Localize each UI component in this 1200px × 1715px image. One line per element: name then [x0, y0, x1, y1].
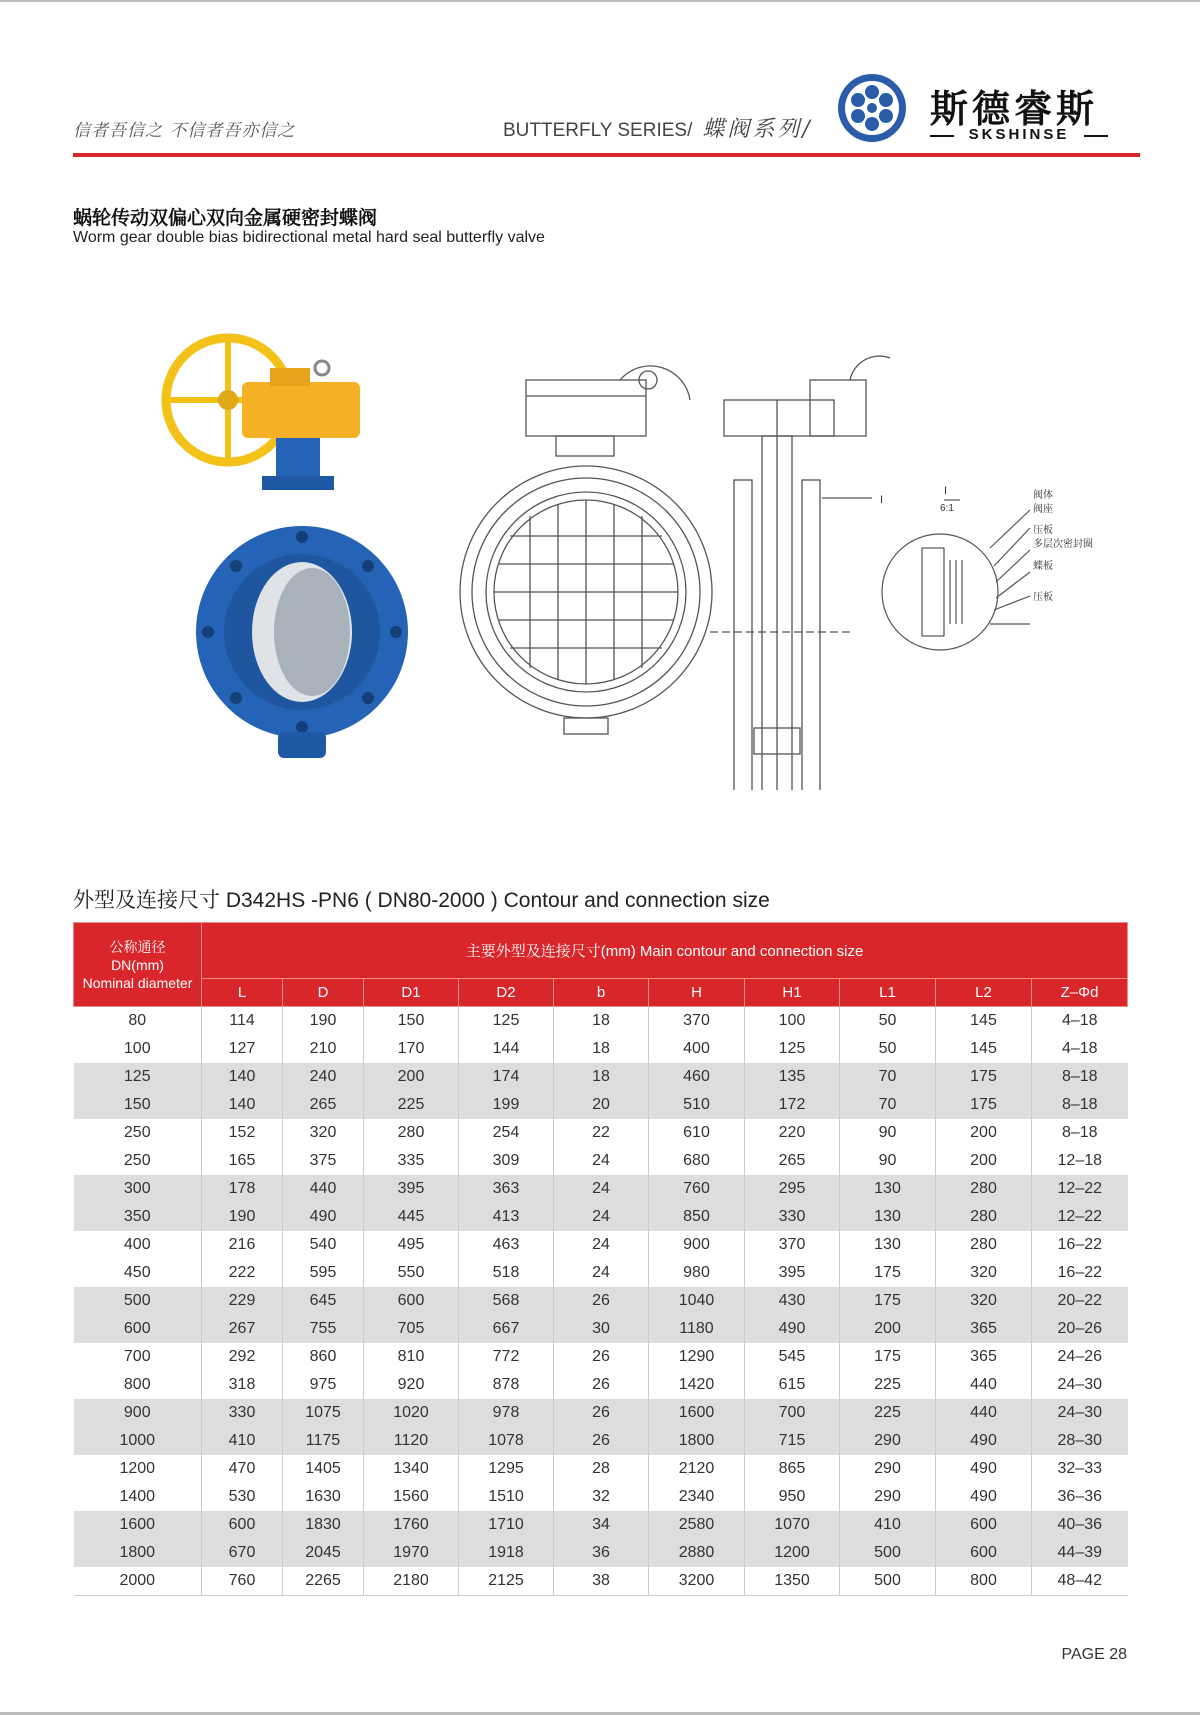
table-cell: 12–18	[1057, 1152, 1103, 1169]
table-cell: 30	[554, 1315, 649, 1343]
table-cell: 600	[936, 1539, 1032, 1567]
table-cell: 900	[649, 1231, 745, 1259]
table-cell: 50	[840, 1007, 936, 1036]
brand-logo-icon	[836, 72, 908, 144]
table-cell: 24	[554, 1175, 649, 1203]
table-cell: 28–30	[1032, 1427, 1128, 1455]
product-title-en: Worm gear double bias bidirectional metal hard seal butterfly valve	[73, 229, 545, 246]
table-cell: 595	[283, 1259, 364, 1287]
table-cell: 2880	[649, 1539, 745, 1567]
table-cell: 36	[554, 1539, 649, 1567]
table-cell: 975	[283, 1371, 364, 1399]
table-row	[74, 1091, 1128, 1119]
table-cell: 12–22	[1032, 1203, 1128, 1231]
table-cell: 645	[283, 1287, 364, 1315]
table-cell: 1295	[459, 1455, 554, 1483]
dn-cell: 250	[74, 1147, 202, 1175]
table-cell: 1120	[364, 1427, 459, 1455]
column-header: D2	[459, 979, 554, 1007]
table-cell: 127	[202, 1035, 283, 1063]
table-cell: 3200	[649, 1567, 745, 1596]
table-cell: 125	[745, 1035, 840, 1063]
table-row	[74, 1063, 1128, 1091]
table-cell: 240	[283, 1063, 364, 1091]
table-cell: 510	[649, 1091, 745, 1119]
table-cell: 1340	[364, 1455, 459, 1483]
valve-section-drawing	[710, 356, 890, 790]
dn-cell: 800	[74, 1371, 202, 1399]
table-cell: 265	[745, 1147, 840, 1175]
table-cell: 26	[554, 1371, 649, 1399]
table-cell: 24	[554, 1147, 649, 1175]
table-row	[74, 1287, 1128, 1315]
table-cell: 36–36	[1057, 1488, 1103, 1505]
table-cell: 495	[364, 1231, 459, 1259]
dn-cell: 150	[74, 1091, 202, 1119]
table-cell: 1970	[364, 1539, 459, 1567]
top-border	[0, 0, 1200, 2]
table-cell: 2045	[283, 1539, 364, 1567]
table-row	[74, 1511, 1128, 1539]
table-cell: 1800	[649, 1427, 745, 1455]
table-cell: 1420	[649, 1371, 745, 1399]
table-cell: 1040	[649, 1287, 745, 1315]
dn-header-unit: DN(mm)	[111, 956, 164, 973]
table-cell: 175	[936, 1091, 1032, 1119]
table-cell: 878	[459, 1371, 554, 1399]
table-cell: 90	[840, 1147, 936, 1175]
table-cell: 90	[840, 1119, 936, 1147]
table-cell: 460	[649, 1063, 745, 1091]
table-cell: 2580	[649, 1511, 745, 1539]
table-cell: 50	[840, 1035, 936, 1063]
table-cell: 165	[202, 1147, 283, 1175]
table-cell: 70	[840, 1091, 936, 1119]
dn-cell: 350	[74, 1203, 202, 1231]
dn-cell: 700	[74, 1343, 202, 1371]
table-cell: 1630	[283, 1483, 364, 1511]
callout-disc: 蝶板	[1033, 561, 1053, 572]
table-cell: 370	[649, 1007, 745, 1036]
table-cell: 365	[936, 1315, 1032, 1343]
table-cell: 16–22	[1057, 1236, 1103, 1253]
dn-cell: 450	[74, 1259, 202, 1287]
table-cell: 410	[840, 1511, 936, 1539]
column-header: L	[202, 979, 283, 1007]
table-cell: 490	[936, 1427, 1032, 1455]
table-cell: 309	[459, 1147, 554, 1175]
callout-seat: 阀座	[1033, 504, 1053, 515]
table-cell: 600	[202, 1511, 283, 1539]
table-cell: 24	[554, 1231, 649, 1259]
table-cell: 950	[745, 1483, 840, 1511]
table-cell: 810	[364, 1343, 459, 1371]
dn-cell: 400	[74, 1231, 202, 1259]
table-cell: 135	[745, 1063, 840, 1091]
table-cell: 150	[364, 1007, 459, 1036]
table-cell: 2125	[459, 1567, 554, 1596]
table-cell: 190	[283, 1007, 364, 1036]
table-cell: 610	[649, 1119, 745, 1147]
table-cell: 445	[364, 1203, 459, 1231]
slogan: 信者吾信之 不信者吾亦信之	[73, 121, 296, 141]
table-cell: 130	[840, 1203, 936, 1231]
table-cell: 34	[554, 1511, 649, 1539]
table-cell: 18	[554, 1035, 649, 1063]
table-cell: 978	[459, 1399, 554, 1427]
table-cell: 500	[840, 1539, 936, 1567]
table-cell: 190	[202, 1203, 283, 1231]
series-label	[503, 112, 813, 143]
table-cell: 22	[554, 1119, 649, 1147]
column-header: D1	[364, 979, 459, 1007]
table-row	[74, 1483, 1128, 1511]
table-cell: 114	[202, 1007, 283, 1036]
table-row	[74, 1567, 1128, 1596]
table-cell: 1290	[649, 1343, 745, 1371]
dimension-table	[73, 922, 1128, 1596]
product-title-cn: 蜗轮传动双偏心双向金属硬密封蝶阀	[73, 208, 378, 229]
table-row	[74, 1539, 1128, 1567]
table-cell: 70	[840, 1063, 936, 1091]
table-cell: 172	[745, 1091, 840, 1119]
table-row	[74, 1175, 1128, 1203]
table-row	[74, 1203, 1128, 1231]
table-cell: 254	[459, 1119, 554, 1147]
table-cell: 320	[283, 1119, 364, 1147]
table-cell: 130	[840, 1175, 936, 1203]
brand-name-en: SKSHINSE	[930, 126, 1108, 143]
table-cell: 440	[936, 1399, 1032, 1427]
dn-cell: 500	[74, 1287, 202, 1315]
callout-body: 阀体	[1033, 490, 1053, 501]
dn-cell: 2000	[74, 1567, 202, 1596]
table-cell: 125	[459, 1007, 554, 1036]
table-cell: 140	[202, 1091, 283, 1119]
table-cell: 200	[840, 1315, 936, 1343]
table-cell: 320	[936, 1259, 1032, 1287]
dn-cell: 900	[74, 1399, 202, 1427]
table-cell: 760	[649, 1175, 745, 1203]
table-cell: 1200	[745, 1539, 840, 1567]
table-cell: 26	[554, 1399, 649, 1427]
table-cell: 2265	[283, 1567, 364, 1596]
table-cell: 178	[202, 1175, 283, 1203]
dn-cell: 600	[74, 1315, 202, 1343]
dn-cell: 1000	[74, 1427, 202, 1455]
column-header: H1	[745, 979, 840, 1007]
table-cell: 395	[745, 1259, 840, 1287]
main-header: 主要外型及连接尺寸(mm) Main contour and connection size	[202, 923, 1128, 979]
dn-header-en: Nominal diameter	[82, 974, 193, 991]
table-cell: 1918	[459, 1539, 554, 1567]
table-cell: 225	[840, 1371, 936, 1399]
table-cell: 550	[364, 1259, 459, 1287]
table-cell: 200	[936, 1119, 1032, 1147]
table-cell: 44–39	[1032, 1539, 1128, 1567]
table-row	[74, 1007, 1128, 1036]
table-cell: 2120	[649, 1455, 745, 1483]
table-cell: 174	[459, 1063, 554, 1091]
table-cell: 330	[745, 1203, 840, 1231]
dn-header-cn: 公称通径	[109, 938, 166, 955]
table-cell: 490	[936, 1455, 1032, 1483]
table-row	[74, 1455, 1128, 1483]
table-cell: 210	[283, 1035, 364, 1063]
table-cell: 24–30	[1057, 1376, 1103, 1393]
table-row	[74, 1259, 1128, 1287]
table-row	[74, 1147, 1128, 1175]
table-cell: 680	[649, 1147, 745, 1175]
table-cell: 600	[364, 1287, 459, 1315]
brand-name-cn: 斯德睿斯	[930, 87, 1099, 131]
table-cell: 175	[936, 1063, 1032, 1091]
table-cell: 518	[459, 1259, 554, 1287]
table-cell: 175	[840, 1259, 936, 1287]
table-caption: 外型及连接尺寸 D342HS -PN6 ( DN80-2000 ) Contour and connection size	[73, 889, 770, 912]
table-cell: 32	[554, 1483, 649, 1511]
table-cell: 1075	[283, 1399, 364, 1427]
dn-cell: 1600	[74, 1511, 202, 1539]
table-row	[74, 1315, 1128, 1343]
table-cell: 800	[936, 1567, 1032, 1596]
table-cell: 1560	[364, 1483, 459, 1511]
table-cell: 290	[840, 1427, 936, 1455]
table-cell: 440	[283, 1175, 364, 1203]
table-cell: 40–36	[1032, 1511, 1128, 1539]
table-cell: 670	[202, 1539, 283, 1567]
table-cell: 225	[840, 1399, 936, 1427]
table-cell: 16–22	[1057, 1264, 1103, 1281]
detail-scale: 6:1	[940, 503, 954, 514]
table-cell: 290	[840, 1455, 936, 1483]
dn-header	[74, 923, 202, 1007]
table-cell: 1180	[649, 1315, 745, 1343]
table-row	[74, 1343, 1128, 1371]
dn-cell: 1800	[74, 1539, 202, 1567]
table-cell: 24	[554, 1203, 649, 1231]
table-cell: 175	[840, 1287, 936, 1315]
seal-detail-drawing	[882, 500, 1030, 650]
table-cell: 8–18	[1032, 1063, 1128, 1091]
table-cell: 400	[649, 1035, 745, 1063]
table-cell: 413	[459, 1203, 554, 1231]
table-cell: 1760	[364, 1511, 459, 1539]
table-cell: 850	[649, 1203, 745, 1231]
table-cell: 8–18	[1032, 1091, 1128, 1119]
table-cell: 292	[202, 1343, 283, 1371]
table-cell: 318	[202, 1371, 283, 1399]
table-row	[74, 1035, 1128, 1063]
column-header: Z–Φd	[1032, 979, 1128, 1007]
dn-cell: 1200	[74, 1455, 202, 1483]
table-cell: 222	[202, 1259, 283, 1287]
table-cell: 32–33	[1057, 1460, 1103, 1477]
table-cell: 290	[840, 1483, 936, 1511]
table-cell: 140	[202, 1063, 283, 1091]
table-cell: 600	[936, 1511, 1032, 1539]
table-cell: 1020	[364, 1399, 459, 1427]
table-cell: 225	[364, 1091, 459, 1119]
table-cell: 130	[840, 1231, 936, 1259]
table-cell: 363	[459, 1175, 554, 1203]
table-cell: 335	[364, 1147, 459, 1175]
column-header: L2	[936, 979, 1032, 1007]
table-cell: 26	[554, 1287, 649, 1315]
table-cell: 755	[283, 1315, 364, 1343]
table-cell: 2340	[649, 1483, 745, 1511]
table-cell: 772	[459, 1343, 554, 1371]
detail-title: I	[944, 485, 948, 497]
table-cell: 24–26	[1057, 1348, 1103, 1365]
table-cell: 540	[283, 1231, 364, 1259]
dn-cell: 125	[74, 1063, 202, 1091]
table-cell: 365	[936, 1343, 1032, 1371]
table-cell: 568	[459, 1287, 554, 1315]
table-cell: 1078	[459, 1427, 554, 1455]
table-cell: 18	[554, 1063, 649, 1091]
table-cell: 1830	[283, 1511, 364, 1539]
table-cell: 490	[283, 1203, 364, 1231]
column-header: D	[283, 979, 364, 1007]
table-cell: 715	[745, 1427, 840, 1455]
table-cell: 370	[745, 1231, 840, 1259]
table-cell: 18	[554, 1007, 649, 1036]
table-cell: 980	[649, 1259, 745, 1287]
table-cell: 295	[745, 1175, 840, 1203]
table-cell: 1350	[745, 1567, 840, 1596]
dn-cell: 1400	[74, 1483, 202, 1511]
detail-marker: I	[880, 494, 884, 506]
column-header: H	[649, 979, 745, 1007]
table-cell: 280	[936, 1231, 1032, 1259]
table-row	[74, 1371, 1128, 1399]
table-cell: 470	[202, 1455, 283, 1483]
table-cell: 920	[364, 1371, 459, 1399]
table-cell: 26	[554, 1427, 649, 1455]
table-cell: 267	[202, 1315, 283, 1343]
header-divider	[73, 153, 1140, 157]
table-cell: 330	[202, 1399, 283, 1427]
table-cell: 48–42	[1032, 1567, 1128, 1596]
table-cell: 280	[936, 1175, 1032, 1203]
table-cell: 265	[283, 1091, 364, 1119]
callout-seal-ring: 多层次密封圈	[1033, 539, 1093, 550]
table-cell: 860	[283, 1343, 364, 1371]
table-cell: 2180	[364, 1567, 459, 1596]
table-cell: 20–22	[1032, 1287, 1128, 1315]
table-cell: 200	[936, 1147, 1032, 1175]
table-cell: 320	[936, 1287, 1032, 1315]
column-header: L1	[840, 979, 936, 1007]
callout-plate: 压板	[1033, 525, 1053, 536]
table-cell: 1175	[283, 1427, 364, 1455]
table-cell: 1405	[283, 1455, 364, 1483]
table-cell: 12–22	[1032, 1175, 1128, 1203]
dn-cell: 80	[74, 1007, 202, 1036]
table-row	[74, 1119, 1128, 1147]
table-cell: 1710	[459, 1511, 554, 1539]
table-cell: 4–18	[1061, 1040, 1098, 1057]
dn-cell: 250	[74, 1119, 202, 1147]
callout-plate-2: 压板	[1033, 592, 1053, 603]
table-cell: 490	[936, 1483, 1032, 1511]
table-cell: 216	[202, 1231, 283, 1259]
table-cell: 760	[202, 1567, 283, 1596]
table-cell: 375	[283, 1147, 364, 1175]
table-cell: 280	[936, 1203, 1032, 1231]
table-cell: 463	[459, 1231, 554, 1259]
table-cell: 395	[364, 1175, 459, 1203]
valve-photo	[166, 338, 408, 758]
table-cell: 20–26	[1032, 1315, 1128, 1343]
dn-cell: 100	[74, 1035, 202, 1063]
table-cell: 500	[840, 1567, 936, 1596]
table-cell: 145	[936, 1035, 1032, 1063]
table-cell: 220	[745, 1119, 840, 1147]
table-cell: 615	[745, 1371, 840, 1399]
table-cell: 199	[459, 1091, 554, 1119]
table-cell: 430	[745, 1287, 840, 1315]
table-cell: 38	[554, 1567, 649, 1596]
table-cell: 545	[745, 1343, 840, 1371]
table-cell: 8–18	[1061, 1124, 1098, 1141]
product-figures	[150, 320, 1130, 790]
table-cell: 490	[745, 1315, 840, 1343]
table-cell: 440	[936, 1371, 1032, 1399]
table-cell: 175	[840, 1343, 936, 1371]
table-cell: 145	[936, 1007, 1032, 1036]
table-cell: 700	[745, 1399, 840, 1427]
table-cell: 28	[554, 1455, 649, 1483]
column-header: b	[554, 979, 649, 1007]
table-cell: 280	[364, 1119, 459, 1147]
table-cell: 229	[202, 1287, 283, 1315]
valve-front-drawing	[460, 366, 712, 734]
table-row	[74, 1231, 1128, 1259]
table-cell: 170	[364, 1035, 459, 1063]
table-cell: 865	[745, 1455, 840, 1483]
table-row	[74, 1427, 1128, 1455]
page-number: PAGE 28	[1061, 1646, 1127, 1663]
table-cell: 1510	[459, 1483, 554, 1511]
table-cell: 1070	[745, 1511, 840, 1539]
table-cell: 26	[554, 1343, 649, 1371]
table-cell: 4–18	[1061, 1012, 1098, 1029]
table-cell: 24–30	[1032, 1399, 1128, 1427]
table-row	[74, 1399, 1128, 1427]
table-cell: 20	[554, 1091, 649, 1119]
table-cell: 530	[202, 1483, 283, 1511]
table-cell: 144	[459, 1035, 554, 1063]
series-en: BUTTERFLY SERIES/	[503, 120, 693, 141]
table-cell: 24	[554, 1259, 649, 1287]
series-cn: 蝶阀系列/	[692, 117, 813, 142]
dn-cell: 300	[74, 1175, 202, 1203]
table-cell: 200	[364, 1063, 459, 1091]
table-cell: 100	[745, 1007, 840, 1036]
table-cell: 705	[364, 1315, 459, 1343]
table-cell: 152	[202, 1119, 283, 1147]
table-cell: 410	[202, 1427, 283, 1455]
table-cell: 667	[459, 1315, 554, 1343]
table-cell: 1600	[649, 1399, 745, 1427]
